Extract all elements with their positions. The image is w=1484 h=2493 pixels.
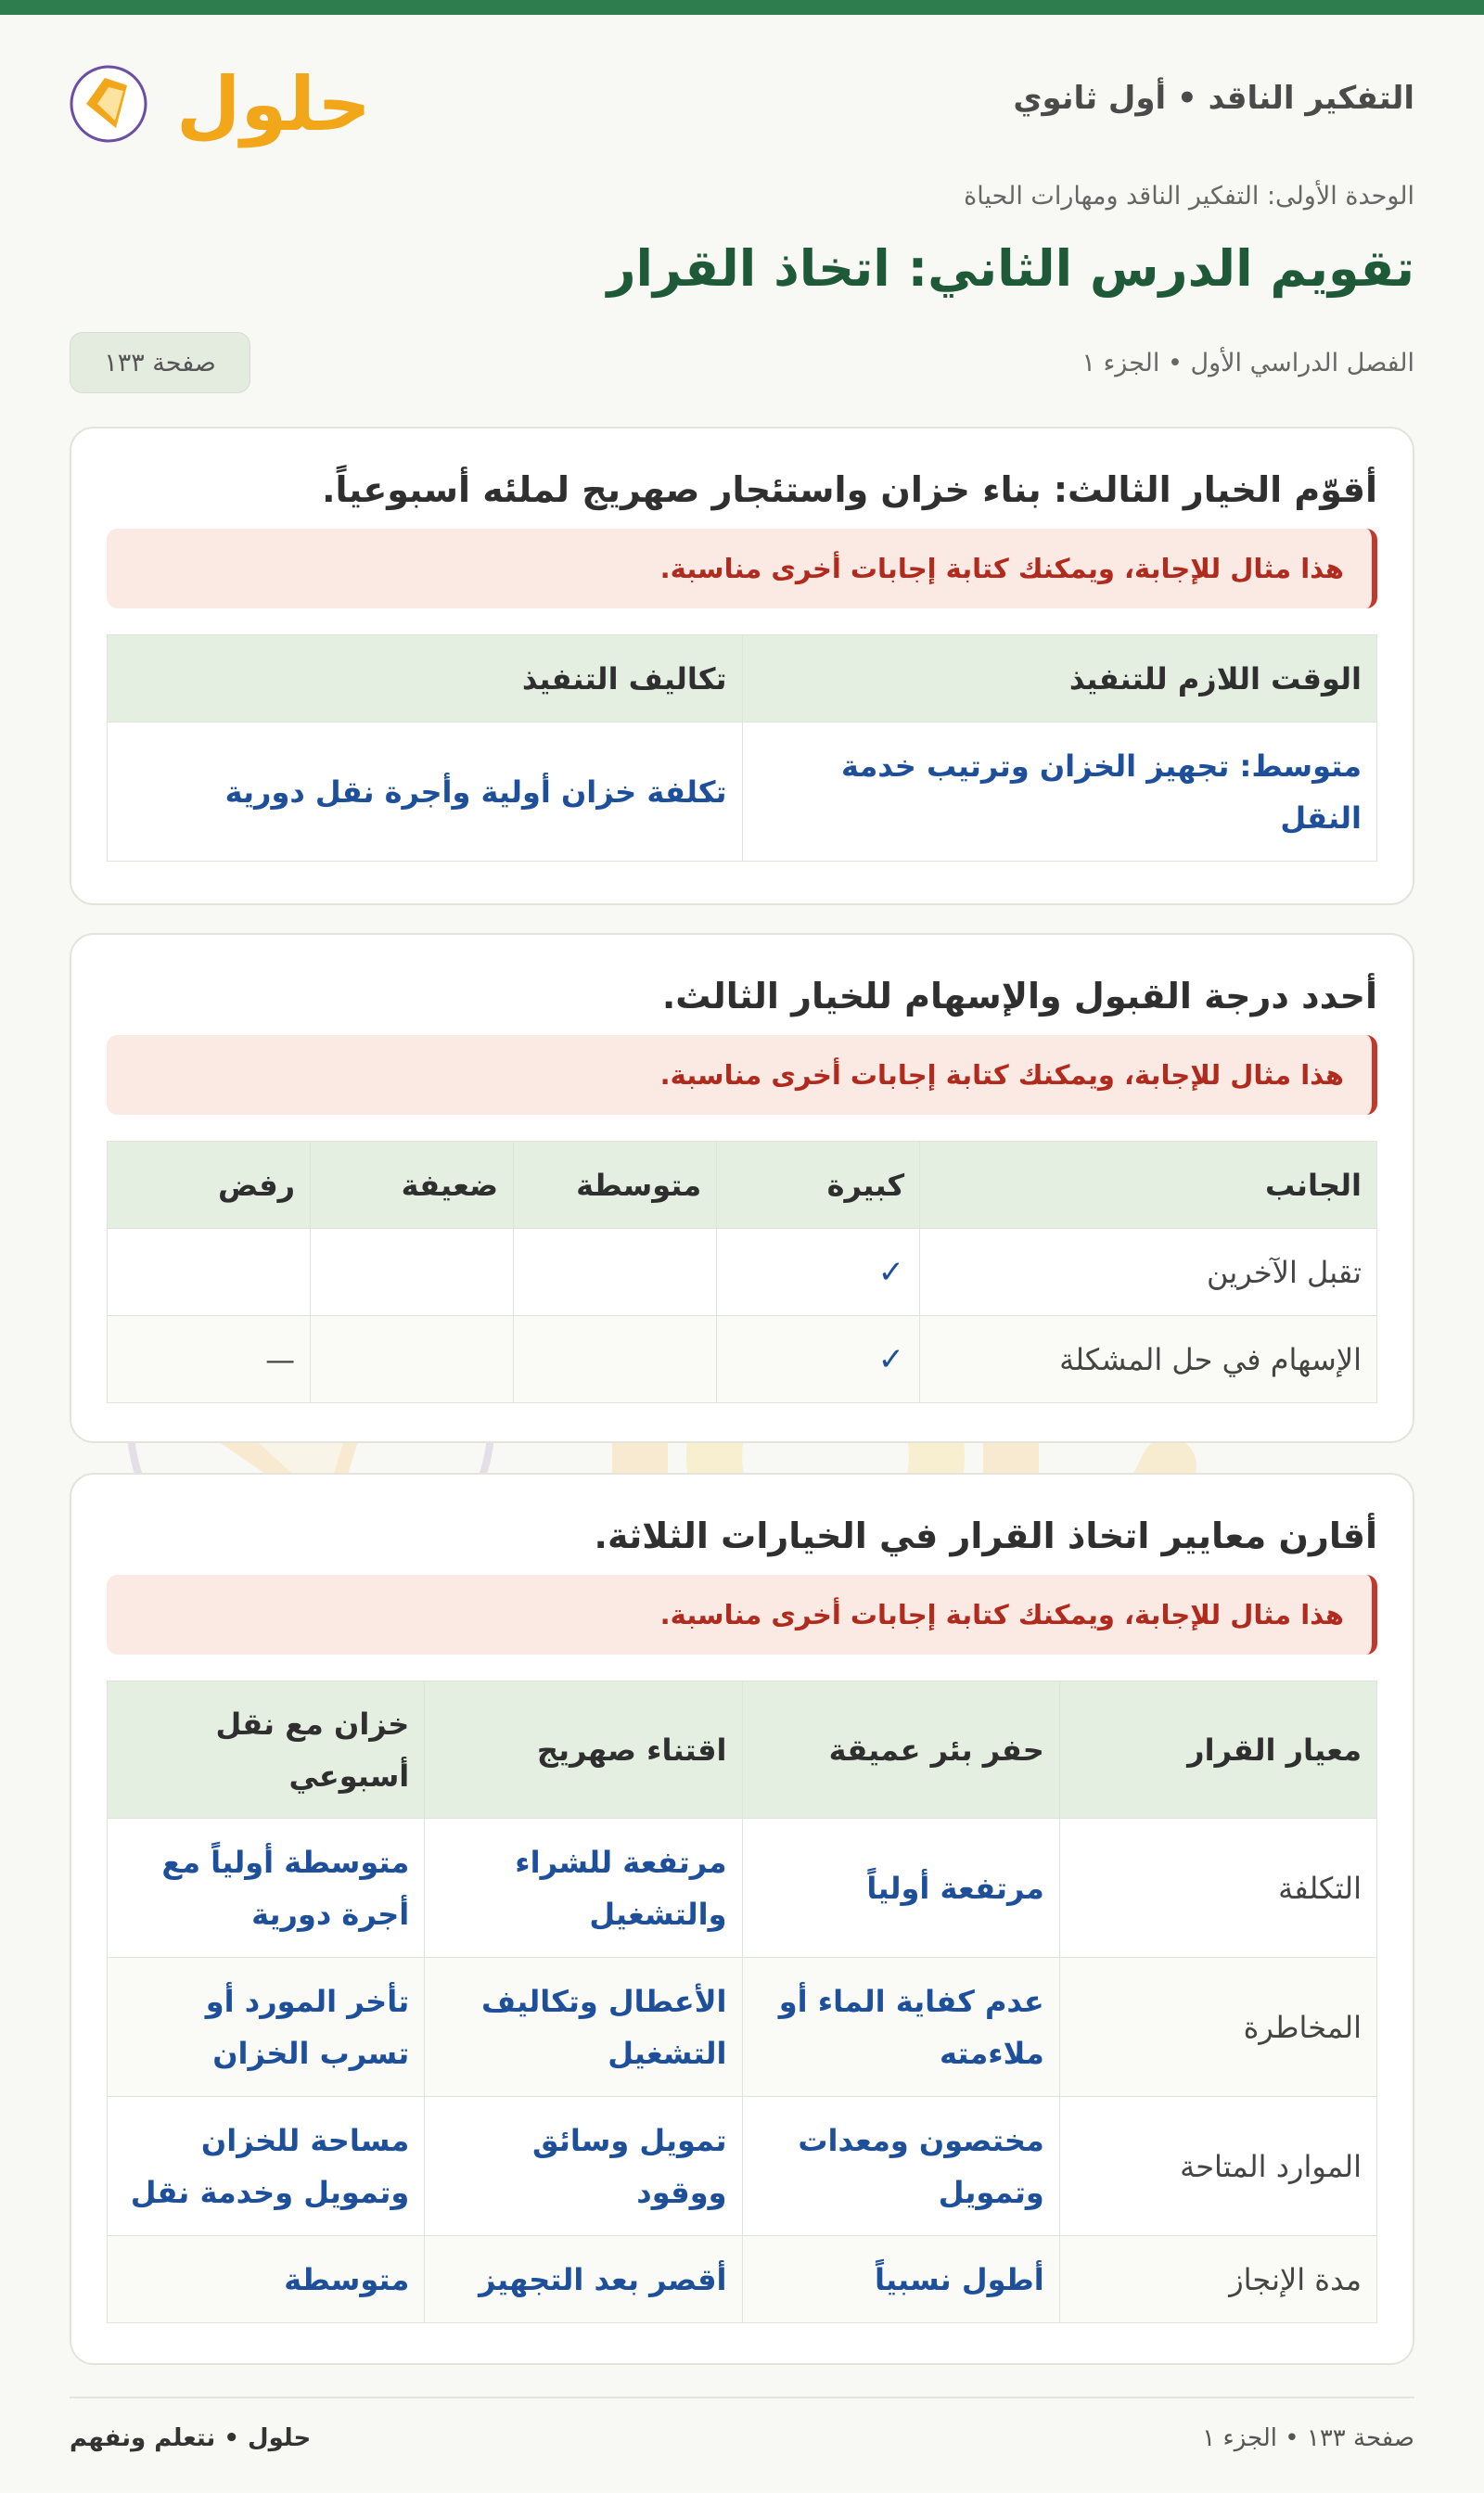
table-row xyxy=(108,722,1377,862)
table-cell: أقصر بعد التجهيز xyxy=(425,2236,742,2323)
table-row xyxy=(108,2097,1377,2236)
semester-label: الفصل الدراسي الأول • الجزء ١ xyxy=(1081,349,1414,377)
table-cell xyxy=(311,1316,514,1403)
section-card-1 xyxy=(70,427,1414,905)
table-cell: التكلفة xyxy=(1059,1819,1376,1958)
table-cell: متوسط: تجهيز الخزان وترتيب خدمة النقل xyxy=(742,722,1377,862)
comparison-table xyxy=(107,1681,1377,2323)
table-header: الجانب xyxy=(920,1142,1377,1229)
table-cell: المخاطرة xyxy=(1059,1958,1376,2097)
section-3-title: أقارن معايير اتخاذ القرار في الخيارات الثلاثة. xyxy=(594,1515,1377,1556)
top-accent-bar xyxy=(0,0,1484,15)
table-header: ضعيفة xyxy=(311,1142,514,1229)
hulul-logo-icon xyxy=(70,56,371,148)
table-cell: الإسهام في حل المشكلة xyxy=(920,1316,1377,1403)
check-mark: ✓ xyxy=(717,1229,920,1316)
table-cell xyxy=(311,1229,514,1316)
section-1-table xyxy=(107,634,1377,862)
table-row xyxy=(108,2236,1377,2323)
check-mark: ✓ xyxy=(717,1316,920,1403)
section-2-title: أحدد درجة القبول والإسهام للخيار الثالث. xyxy=(661,976,1377,1016)
table-header: خزان مع نقل أسبوعي xyxy=(108,1681,425,1819)
page-number-badge: صفحة ١٣٣ xyxy=(70,332,250,393)
unit-label: الوحدة الأولى: التفكير الناقد ومهارات الحياة xyxy=(964,182,1414,211)
table-cell xyxy=(514,1229,717,1316)
table-cell: أطول نسبياً xyxy=(742,2236,1059,2323)
footer-brand: حلول • نتعلم ونفهم xyxy=(70,2424,312,2452)
table-cell xyxy=(514,1316,717,1403)
table-cell: تأخر المورد أو تسرب الخزان xyxy=(108,1958,425,2097)
table-cell: تقبل الآخرين xyxy=(920,1229,1377,1316)
table-cell: مختصون ومعدات وتمويل xyxy=(742,2097,1059,2236)
table-cell: مساحة للخزان وتمويل وخدمة نقل xyxy=(108,2097,425,2236)
table-cell: متوسطة xyxy=(108,2236,425,2323)
section-card-2 xyxy=(70,933,1414,1443)
section-2-table xyxy=(107,1141,1377,1403)
table-cell: مرتفعة أولياً xyxy=(742,1819,1059,1958)
table-cell: مرتفعة للشراء والتشغيل xyxy=(425,1819,742,1958)
footer-divider xyxy=(70,2397,1414,2398)
table-cell: تكلفة خزان أولية وأجرة نقل دورية xyxy=(108,722,743,862)
table-cell: الأعطال وتكاليف التشغيل xyxy=(425,1958,742,2097)
table-header: كبيرة xyxy=(717,1142,920,1229)
table-cell: تمويل وسائق ووقود xyxy=(425,2097,742,2236)
page-header xyxy=(70,56,1414,148)
table-header: حفر بئر عميقة xyxy=(742,1681,1059,1819)
table-header: متوسطة xyxy=(514,1142,717,1229)
table-header: تكاليف التنفيذ xyxy=(108,635,743,722)
table-cell xyxy=(108,1229,311,1316)
table-header: رفض xyxy=(108,1142,311,1229)
answer-note: هذا مثال للإجابة، ويمكنك كتابة إجابات أخرى مناسبة. xyxy=(107,1575,1377,1655)
section-1-title: أقوّم الخيار الثالث: بناء خزان واستئجار صهريج لملئه أسبوعياً. xyxy=(322,469,1377,510)
answer-note: هذا مثال للإجابة، ويمكنك كتابة إجابات أخرى مناسبة. xyxy=(107,529,1377,608)
table-header: اقتناء صهريج xyxy=(425,1681,742,1819)
table-header: معيار القرار xyxy=(1059,1681,1376,1819)
table-row xyxy=(108,1958,1377,2097)
subject-title: التفكير الناقد • أول ثانوي xyxy=(1013,80,1414,117)
table-row xyxy=(108,1229,1377,1316)
section-card-3 xyxy=(70,1473,1414,2365)
footer-page-number: صفحة ١٣٣ • الجزء ١ xyxy=(1202,2424,1414,2452)
table-cell: — xyxy=(108,1316,311,1403)
table-cell: الموارد المتاحة xyxy=(1059,2097,1376,2236)
table-cell: متوسطة أولياً مع أجرة دورية xyxy=(108,1819,425,1958)
logo-text: حلول xyxy=(176,61,371,147)
table-cell: عدم كفاية الماء أو ملاءمته xyxy=(742,1958,1059,2097)
table-row xyxy=(108,1819,1377,1958)
table-row xyxy=(108,1316,1377,1403)
answer-note: هذا مثال للإجابة، ويمكنك كتابة إجابات أخرى مناسبة. xyxy=(107,1035,1377,1115)
page-title: تقويم الدرس الثاني: اتخاذ القرار xyxy=(607,239,1414,298)
table-cell: مدة الإنجاز xyxy=(1059,2236,1376,2323)
table-header: الوقت اللازم للتنفيذ xyxy=(742,635,1377,722)
